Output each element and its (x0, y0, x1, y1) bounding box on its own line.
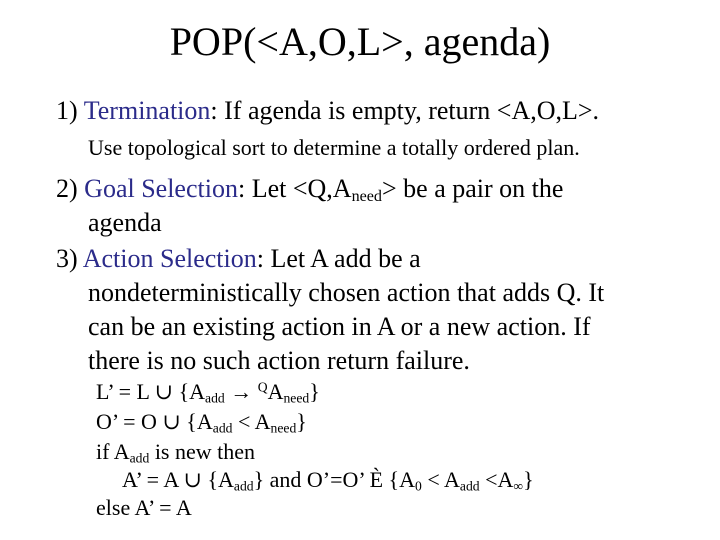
math-text: } (296, 409, 307, 434)
math-subscript: add (459, 478, 480, 494)
need-subscript: need (351, 188, 382, 206)
termination-text: : If agenda is empty, return <A,O,L>. (210, 96, 600, 125)
math-subscript: 0 (415, 478, 422, 494)
item-number: 2) (56, 174, 85, 203)
action-selection-line: nondeterministically chosen action that adds Q. It (88, 278, 605, 307)
action-selection-label: Action Selection (82, 244, 257, 273)
item-number: 3) (56, 244, 83, 273)
math-text: < A (232, 409, 271, 434)
math-superscript: Q (257, 379, 268, 395)
termination-label: Termination (83, 96, 211, 125)
action-selection-line: there is no such action return failure. (88, 346, 470, 375)
topological-sort-note: Use topological sort to determine a totally ordered plan. (88, 135, 580, 160)
math-text: } (523, 467, 534, 492)
action-set-update (96, 466, 716, 494)
math-text: } (309, 379, 320, 404)
else-branch (96, 494, 716, 522)
slide-title: POP(<A,O,L>, agenda) (169, 19, 551, 64)
goal-selection-text-end: > be a pair on the (381, 174, 564, 203)
math-subscript: add (233, 478, 254, 494)
math-text: if A (96, 439, 130, 464)
ordering-update (96, 408, 716, 436)
math-subscript: need (270, 420, 297, 436)
action-selection-line: can be an existing action in A or a new action. If (88, 312, 591, 341)
math-arrow: → (224, 379, 258, 404)
action-selection-item (56, 242, 696, 378)
item-number: 1) (56, 96, 84, 125)
goal-selection-item (56, 172, 696, 240)
math-text: A’ = A ∪ {A (122, 467, 234, 492)
causal-link-update (96, 378, 716, 406)
new-action-condition (96, 438, 716, 466)
math-subscript: add (212, 420, 233, 436)
action-selection-text: : Let A add be a (256, 244, 421, 273)
goal-selection-continuation: agenda (88, 208, 162, 237)
math-text: < A (421, 467, 460, 492)
math-text: A (267, 379, 284, 404)
math-text: else A’ = A (96, 495, 192, 520)
math-text: L’ = L ∪ {A (96, 379, 206, 404)
termination-item (56, 94, 696, 128)
goal-selection-label: Goal Selection (84, 174, 238, 203)
goal-selection-text: : Let <Q,A (237, 174, 352, 203)
math-text: is new then (149, 439, 256, 464)
math-subscript: add (205, 390, 225, 406)
math-text: O’ = O ∪ {A (96, 409, 213, 434)
math-text: <A (479, 467, 514, 492)
math-subscript: ∞ (513, 478, 524, 494)
math-subscript: need (283, 390, 310, 406)
math-text: } and O’=O’ È {A (253, 467, 415, 492)
math-subscript: add (129, 450, 150, 466)
